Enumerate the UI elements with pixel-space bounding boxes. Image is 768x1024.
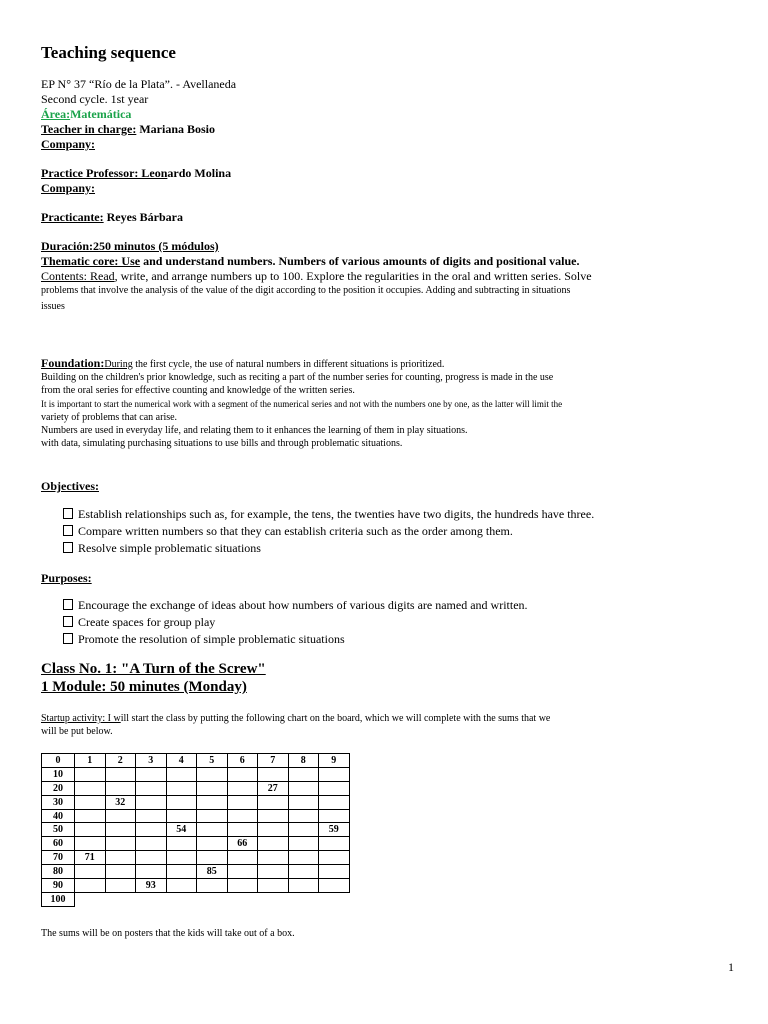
- chart-cell: [227, 879, 258, 893]
- practice-prof-label: Practice Professor: Leon: [41, 166, 168, 180]
- chart-row: [42, 851, 350, 865]
- chart-cell: [258, 809, 289, 823]
- chart-cell: 32: [105, 795, 136, 809]
- thematic-line: [41, 254, 580, 269]
- foundation-text-1: the first cycle, the use of natural numbers in different situations is prioritized.: [132, 359, 445, 370]
- chart-cell: [197, 823, 228, 837]
- chart-cell: [197, 892, 228, 906]
- checkbox-icon: [63, 633, 73, 644]
- chart-cell: [288, 837, 319, 851]
- objective-text: Resolve simple problematic situations: [78, 541, 261, 555]
- chart-cell: [197, 837, 228, 851]
- chart-cell: 66: [227, 837, 258, 851]
- purposes-heading: Purposes:: [41, 571, 92, 585]
- contents-text-1: , write, and arrange numbers up to 100. Explore the regularities in the oral and written series. Solve: [114, 269, 592, 283]
- objective-text: Compare written numbers so that they can establish criteria such as the order among them.: [78, 524, 513, 538]
- chart-row: [42, 767, 350, 781]
- practice-prof-line: [41, 166, 231, 181]
- chart-cell: [105, 837, 136, 851]
- foundation-line-7: with data, simulating purchasing situations to use bills and through problematic situations.: [41, 438, 403, 449]
- chart-cell: [319, 865, 350, 879]
- sums-note: The sums will be on posters that the kids will take out of a box.: [41, 928, 295, 939]
- purpose-text: Promote the resolution of simple problematic situations: [78, 632, 345, 646]
- chart-cell: [197, 879, 228, 893]
- chart-cell: [258, 767, 289, 781]
- chart-cell: 5: [197, 754, 228, 768]
- practicante-value: Reyes Bárbara: [103, 210, 183, 224]
- chart-cell: [136, 767, 167, 781]
- chart-cell: 70: [42, 851, 75, 865]
- contents-line-3: issues: [41, 301, 65, 312]
- area-label: Área:: [41, 107, 71, 121]
- chart-cell: [197, 809, 228, 823]
- startup-line-1: [41, 712, 550, 725]
- chart-cell: [227, 892, 258, 906]
- chart-cell: [166, 865, 197, 879]
- foundation-line-5: variety of problems that can arise.: [41, 412, 178, 423]
- chart-cell: [319, 851, 350, 865]
- company-line-1: Company:: [41, 137, 96, 151]
- startup-label: Startup activity: I w: [41, 713, 121, 724]
- chart-cell: 7: [258, 754, 289, 768]
- contents-line-1: [41, 269, 592, 284]
- chart-cell: [105, 865, 136, 879]
- chart-cell: [105, 851, 136, 865]
- chart-cell: 85: [197, 865, 228, 879]
- chart-cell: 71: [75, 851, 106, 865]
- foundation-label: Foundation:: [41, 356, 105, 370]
- chart-cell: [258, 795, 289, 809]
- chart-cell: [319, 809, 350, 823]
- chart-cell: [288, 795, 319, 809]
- page-number: 1: [728, 960, 734, 974]
- chart-cell: 4: [166, 754, 197, 768]
- chart-cell: 1: [75, 754, 106, 768]
- purpose-item: [63, 632, 345, 647]
- chart-cell: 6: [227, 754, 258, 768]
- class-module: 1 Module: 50 minutes (Monday): [41, 679, 247, 695]
- foundation-line-4: It is important to start the numerical work with a segment of the numerical series and not with the numbers one by one, as the latter will limit the: [41, 399, 563, 409]
- chart-cell: [197, 851, 228, 865]
- contents-line-2: problems that involve the analysis of the value of the digit according to the position it occupies. Adding and subtracting in situations: [41, 285, 571, 296]
- teacher-line: [41, 122, 215, 137]
- purpose-text: Create spaces for group play: [78, 615, 216, 629]
- chart-cell: [75, 865, 106, 879]
- chart-row: [42, 823, 350, 837]
- chart-cell: 9: [319, 754, 350, 768]
- chart-cell: [105, 823, 136, 837]
- chart-cell: [319, 892, 350, 906]
- chart-cell: [166, 892, 197, 906]
- chart-cell: [227, 823, 258, 837]
- chart-cell: [319, 767, 350, 781]
- chart-cell: 30: [42, 795, 75, 809]
- chart-cell: [75, 781, 106, 795]
- chart-cell: [136, 781, 167, 795]
- startup-text-1: ill start the class by putting the following chart on the board, which we will complete with the sums that we: [120, 713, 551, 724]
- chart-cell: 93: [136, 879, 167, 893]
- chart-cell: [75, 809, 106, 823]
- chart-cell: [258, 865, 289, 879]
- chart-cell: [258, 837, 289, 851]
- chart-cell: [258, 823, 289, 837]
- chart-cell: [105, 781, 136, 795]
- chart-cell: [227, 809, 258, 823]
- chart-row: [42, 865, 350, 879]
- company-line-2: Company:: [41, 181, 96, 195]
- chart-cell: 20: [42, 781, 75, 795]
- chart-cell: 3: [136, 754, 167, 768]
- purpose-text: Encourage the exchange of ideas about how numbers of various digits are named and written.: [78, 598, 528, 612]
- chart-cell: [136, 865, 167, 879]
- chart-row: [42, 795, 350, 809]
- teacher-label: Teacher in charge:: [41, 122, 137, 136]
- chart-cell: [75, 823, 106, 837]
- chart-cell: [105, 809, 136, 823]
- chart-cell: [288, 879, 319, 893]
- chart-cell: [197, 795, 228, 809]
- chart-cell: 50: [42, 823, 75, 837]
- chart-cell: [166, 851, 197, 865]
- chart-cell: 80: [42, 865, 75, 879]
- chart-row: [42, 754, 350, 768]
- chart-cell: [319, 795, 350, 809]
- foundation-during: During: [104, 359, 133, 370]
- checkbox-icon: [63, 525, 73, 536]
- chart-cell: [105, 892, 136, 906]
- chart-cell: [75, 879, 106, 893]
- purpose-item: [63, 615, 215, 630]
- chart-cell: [258, 892, 289, 906]
- objective-item: [63, 524, 513, 539]
- chart-cell: [319, 837, 350, 851]
- class-title: Class No. 1: "A Turn of the Screw": [41, 661, 266, 677]
- checkbox-icon: [63, 542, 73, 553]
- chart-row: [42, 781, 350, 795]
- checkbox-icon: [63, 599, 73, 610]
- school-line: EP N° 37 “Río de la Plata”. - Avellaneda: [41, 77, 237, 91]
- checkbox-icon: [63, 616, 73, 627]
- cycle-line: Second cycle. 1st year: [41, 92, 149, 106]
- doc-title: Teaching sequence: [41, 43, 176, 62]
- chart-cell: [136, 892, 167, 906]
- chart-cell: [258, 851, 289, 865]
- chart-cell: [75, 892, 106, 906]
- chart-cell: [75, 795, 106, 809]
- number-chart: [41, 753, 350, 907]
- chart-cell: [136, 795, 167, 809]
- chart-row: [42, 892, 350, 906]
- area-value: Matemática: [70, 107, 132, 121]
- chart-cell: 60: [42, 837, 75, 851]
- chart-cell: [197, 781, 228, 795]
- chart-cell: 59: [319, 823, 350, 837]
- objective-item: [63, 541, 261, 556]
- chart-cell: 27: [258, 781, 289, 795]
- chart-cell: [136, 823, 167, 837]
- chart-cell: [166, 879, 197, 893]
- chart-cell: [75, 837, 106, 851]
- practice-prof-value: ardo Molina: [167, 166, 232, 180]
- chart-cell: [288, 892, 319, 906]
- foundation-line-6: Numbers are used in everyday life, and relating them to it enhances the learning of them in play situations.: [41, 425, 468, 436]
- thematic-value: and understand numbers. Numbers of various amounts of digits and positional value.: [140, 254, 580, 268]
- chart-cell: 40: [42, 809, 75, 823]
- chart-cell: 90: [42, 879, 75, 893]
- chart-cell: 54: [166, 823, 197, 837]
- chart-cell: [136, 809, 167, 823]
- purpose-item: [63, 598, 528, 613]
- chart-cell: 100: [42, 892, 75, 906]
- duracion-line: Duración:250 minutos (5 módulos): [41, 239, 219, 253]
- chart-row: [42, 837, 350, 851]
- chart-cell: [227, 851, 258, 865]
- practicante-line: [41, 210, 183, 225]
- chart-cell: [136, 851, 167, 865]
- chart-cell: [288, 851, 319, 865]
- contents-label: Contents: Read: [41, 269, 115, 283]
- chart-cell: [105, 767, 136, 781]
- chart-cell: [105, 879, 136, 893]
- checkbox-icon: [63, 508, 73, 519]
- startup-line-2: will be put below.: [41, 726, 113, 737]
- objective-text: Establish relationships such as, for example, the tens, the twenties have two digits, the hundreds have three.: [78, 507, 595, 521]
- chart-cell: 10: [42, 767, 75, 781]
- chart-cell: [227, 767, 258, 781]
- chart-cell: [288, 781, 319, 795]
- chart-cell: [319, 781, 350, 795]
- chart-cell: [288, 809, 319, 823]
- objective-item: [63, 507, 594, 522]
- practicante-label: Practicante:: [41, 210, 104, 224]
- objectives-heading: Objectives:: [41, 479, 99, 493]
- teacher-value: Mariana Bosio: [136, 122, 215, 136]
- foundation-line-1: [41, 357, 444, 371]
- chart-cell: 0: [42, 754, 75, 768]
- chart-cell: [288, 767, 319, 781]
- chart-cell: [288, 865, 319, 879]
- area-line: [41, 107, 131, 122]
- foundation-line-3: from the oral series for effective counting and knowledge of the written series.: [41, 385, 355, 396]
- chart-cell: [166, 809, 197, 823]
- chart-cell: [75, 767, 106, 781]
- chart-cell: [319, 879, 350, 893]
- chart-cell: [227, 795, 258, 809]
- foundation-line-2: Building on the children's prior knowledge, such as reciting a part of the number series for counting, progress is made in the use: [41, 372, 554, 383]
- chart-cell: [197, 767, 228, 781]
- chart-row: [42, 879, 350, 893]
- chart-cell: [166, 795, 197, 809]
- chart-cell: [288, 823, 319, 837]
- chart-cell: [166, 781, 197, 795]
- chart-cell: [227, 781, 258, 795]
- chart-cell: 2: [105, 754, 136, 768]
- chart-cell: [227, 865, 258, 879]
- chart-row: [42, 809, 350, 823]
- chart-cell: [166, 767, 197, 781]
- thematic-label: Thematic core: Use: [41, 254, 141, 268]
- chart-cell: [166, 837, 197, 851]
- chart-cell: [258, 879, 289, 893]
- chart-cell: [136, 837, 167, 851]
- chart-cell: 8: [288, 754, 319, 768]
